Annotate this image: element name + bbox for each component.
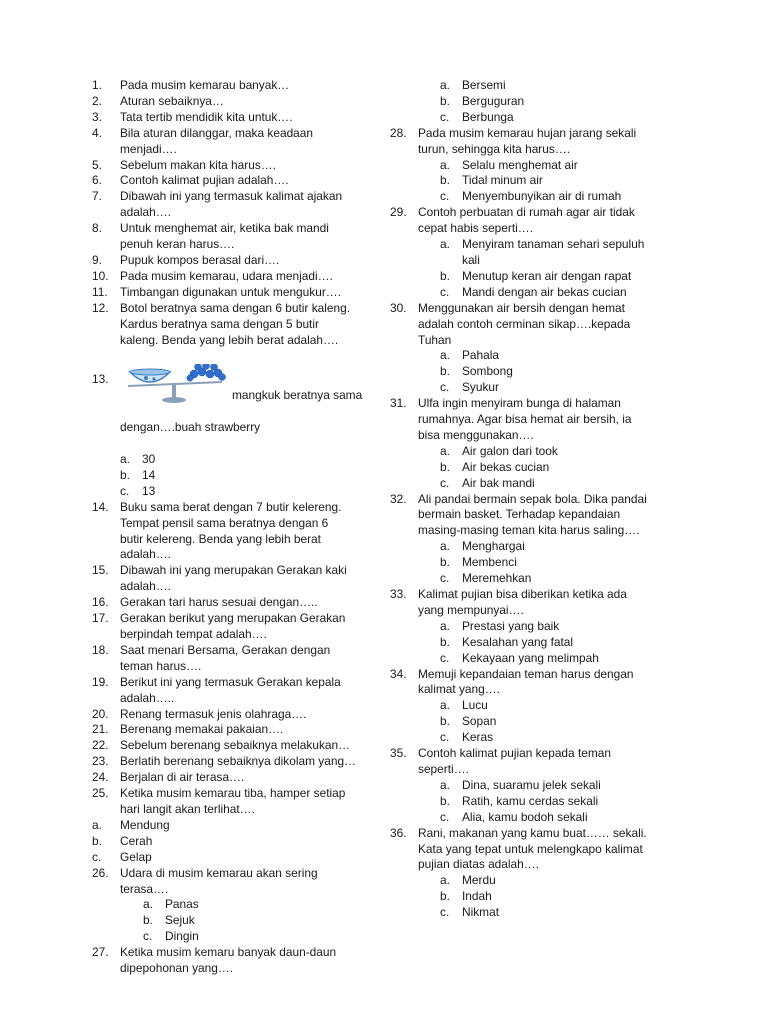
option-c: c. Menyembunyikan air di rumah	[440, 189, 622, 204]
question-25: 25. Ketika musim kemarau tiba, hamper setiap hari langit akan terlihat….	[92, 786, 346, 816]
question-35: 35. Contoh kalimat pujian kepada teman seperti….	[390, 746, 612, 776]
question-3: 3. Tata tertib mendidik kita untuk….	[92, 109, 293, 124]
question-35-options	[440, 778, 680, 826]
option-c: c. Gelap	[92, 849, 152, 864]
question-22: 22. Sebelum berenang sebaiknya melakukan…	[92, 738, 351, 753]
question-27-options	[440, 78, 680, 126]
option-a: a. Menyiram tanaman sehari sepuluh kali	[440, 237, 645, 267]
option-c: c. Kekayaan yang melimpah	[440, 650, 599, 665]
question-21: 21. Berenang memakai pakaian….	[92, 722, 284, 737]
option-a: a. Pahala	[440, 348, 500, 363]
question-13: 13. mangkuk beratnya sama dengan….buah strawberry	[92, 372, 392, 452]
option-c: c. Nikmat	[440, 905, 499, 920]
question-7: 7. Dibawah ini yang termasuk kalimat ajakan adalah….	[92, 189, 343, 220]
question-16: 16. Gerakan tari harus sesuai dengan…..	[92, 595, 318, 610]
option-c: c. Alia, kamu bodoh sekali	[440, 809, 588, 824]
option-b: b. Tidal minum air	[440, 173, 543, 188]
option-a: a. Selalu menghemat air	[440, 157, 578, 172]
question-18: 18. Saat menari Bersama, Gerakan dengan teman harus….	[92, 642, 331, 673]
question-5: 5. Sebelum makan kita harus….	[92, 157, 276, 172]
option-b: b. Indah	[440, 889, 492, 904]
question-30: 30. Menggunakan air bersih dengan hemat adalah contoh cerminan sikap….kepada Tuhan	[390, 300, 631, 347]
question-24: 24. Berjalan di air terasa….	[92, 770, 245, 785]
question-10: 10. Pada musim kemarau, udara menjadi….	[92, 268, 333, 283]
question-13-text-1: mangkuk beratnya sama	[232, 388, 363, 403]
question-6: 6. Contoh kalimat pujian adalah….	[92, 173, 289, 188]
question-28: 28. Pada musim kemarau hujan jarang sekali turun, sehingga kita harus….	[390, 125, 637, 156]
option-a: a. Merdu	[440, 873, 496, 888]
option-a: a. Menghargai	[440, 539, 525, 554]
question-26: 26. Udara di musim kemarau akan sering terasa….	[92, 865, 318, 896]
question-13-text-2: dengan….buah strawberry	[120, 420, 261, 435]
option-b: b. Cerah	[92, 833, 153, 848]
question-14: 14. Buku sama berat dengan 7 butir kelereng. Tempat pensil sama beratnya dengan 6 butir kelereng. Benda yang lebih berat adalah….	[92, 499, 342, 562]
question-13-options	[120, 452, 392, 500]
option-c: c. Mandi dengan air bekas cucian	[440, 284, 627, 299]
question-29-options	[440, 237, 680, 301]
option-c: c. Air bak mandi	[440, 475, 535, 490]
option-a: a. Mendung	[92, 817, 170, 832]
question-32: 32. Ali pandai bermain sepak bola. Dika pandai bermain basket. Terhadap kepandaian masing-masing teman kita harus saling….	[390, 491, 647, 538]
option-a: a. Air galon dari took	[440, 443, 558, 458]
question-15: 15. Dibawah ini yang merupakan Gerakan kaki adalah….	[92, 563, 347, 594]
option-b: b. Kesalahan yang fatal	[440, 634, 574, 649]
question-28-options	[440, 158, 680, 206]
option-c: c. Syukur	[440, 380, 500, 395]
option-c: c. Dingin	[143, 929, 199, 944]
question-34-options	[440, 698, 680, 746]
question-31-options	[440, 444, 680, 492]
question-30-options	[440, 348, 680, 396]
option-c: c. Berbunga	[440, 109, 514, 124]
question-23: 23. Berlatih berenang sebaiknya dikolam yang…	[92, 754, 356, 769]
option-a: a. Bersemi	[440, 78, 506, 92]
question-32-options	[440, 539, 680, 587]
question-2: 2. Aturan sebaiknya…	[92, 93, 224, 108]
question-29: 29. Contoh perbuatan di rumah agar air tidak cepat habis seperti….	[390, 205, 635, 236]
option-b: b. Sopan	[440, 714, 497, 729]
option-c: c. Meremehkan	[440, 571, 532, 586]
option-b: b. Ratih, kamu cerdas sekali	[440, 793, 599, 808]
question-34: 34. Memuji kepandaian teman harus dengan kalimat yang….	[390, 666, 634, 697]
option-b: b. Menutup keran air dengan rapat	[440, 268, 632, 283]
question-33-options	[440, 619, 680, 667]
option-a: a. Lucu	[440, 698, 488, 713]
question-12: 12. Botol beratnya sama dengan 6 butir kaleng. Kardus beratnya sama dengan 5 butir kaleng. Benda yang lebih berat adalah….	[92, 300, 351, 347]
question-4: 4. Bila aturan dilanggar, maka keadaan menjadi….	[92, 125, 314, 156]
question-27: 27. Ketika musim kemaru banyak daun-daun dipepohonan yang….	[92, 945, 337, 976]
option-a: a. Panas	[143, 897, 199, 912]
right-column	[390, 78, 680, 921]
question-8: 8. Untuk menghemat air, ketika bak mandi penuh keran harus….	[92, 221, 329, 252]
question-11: 11. Timbangan digunakan untuk mengukur….	[92, 284, 341, 299]
question-31: 31. Ulfa ingin menyiram bunga di halaman rumahnya. Agar bisa hemat air bersih, ia bisa menggunakan….	[390, 396, 632, 442]
question-9: 9. Pupuk kompos berasal dari….	[92, 252, 280, 267]
question-25-options	[92, 818, 392, 866]
left-column	[92, 78, 392, 977]
question-33: 33. Kalimat pujian bisa diberikan ketika ada yang mempunyai….	[390, 587, 627, 617]
option-b: b. Sejuk	[143, 913, 195, 928]
question-26-options	[143, 897, 392, 945]
question-19: 19. Berikut ini yang termasuk Gerakan kepala adalah…..	[92, 674, 341, 705]
option-b: b. Sombong	[440, 364, 513, 379]
option-b: b. Membenci	[440, 555, 517, 570]
option-b: b. Berguguran	[440, 93, 525, 108]
option-b: b. Air bekas cucian	[440, 459, 550, 474]
question-36-options	[440, 873, 680, 921]
question-1: 1. Pada musim kemarau banyak…	[92, 78, 290, 92]
option-a: a. Dina, suaramu jelek sekali	[440, 777, 601, 792]
question-20: 20. Renang termasuk jenis olahraga….	[92, 706, 307, 721]
option-b: b. 14	[120, 467, 156, 482]
question-36: 36. Rani, makanan yang kamu buat…… sekali. Kata yang tepat untuk melengkapo kalimat pujian diatas adalah….	[390, 825, 647, 872]
option-a: a. 30	[120, 452, 156, 467]
option-a: a. Prestasi yang baik	[440, 618, 560, 633]
question-17: 17. Gerakan berikut yang merupakan Gerakan berpindah tempat adalah….	[92, 611, 346, 641]
option-c: c. Keras	[440, 730, 494, 745]
option-c: c. 13	[120, 483, 156, 498]
balance-scale-image	[120, 364, 230, 404]
